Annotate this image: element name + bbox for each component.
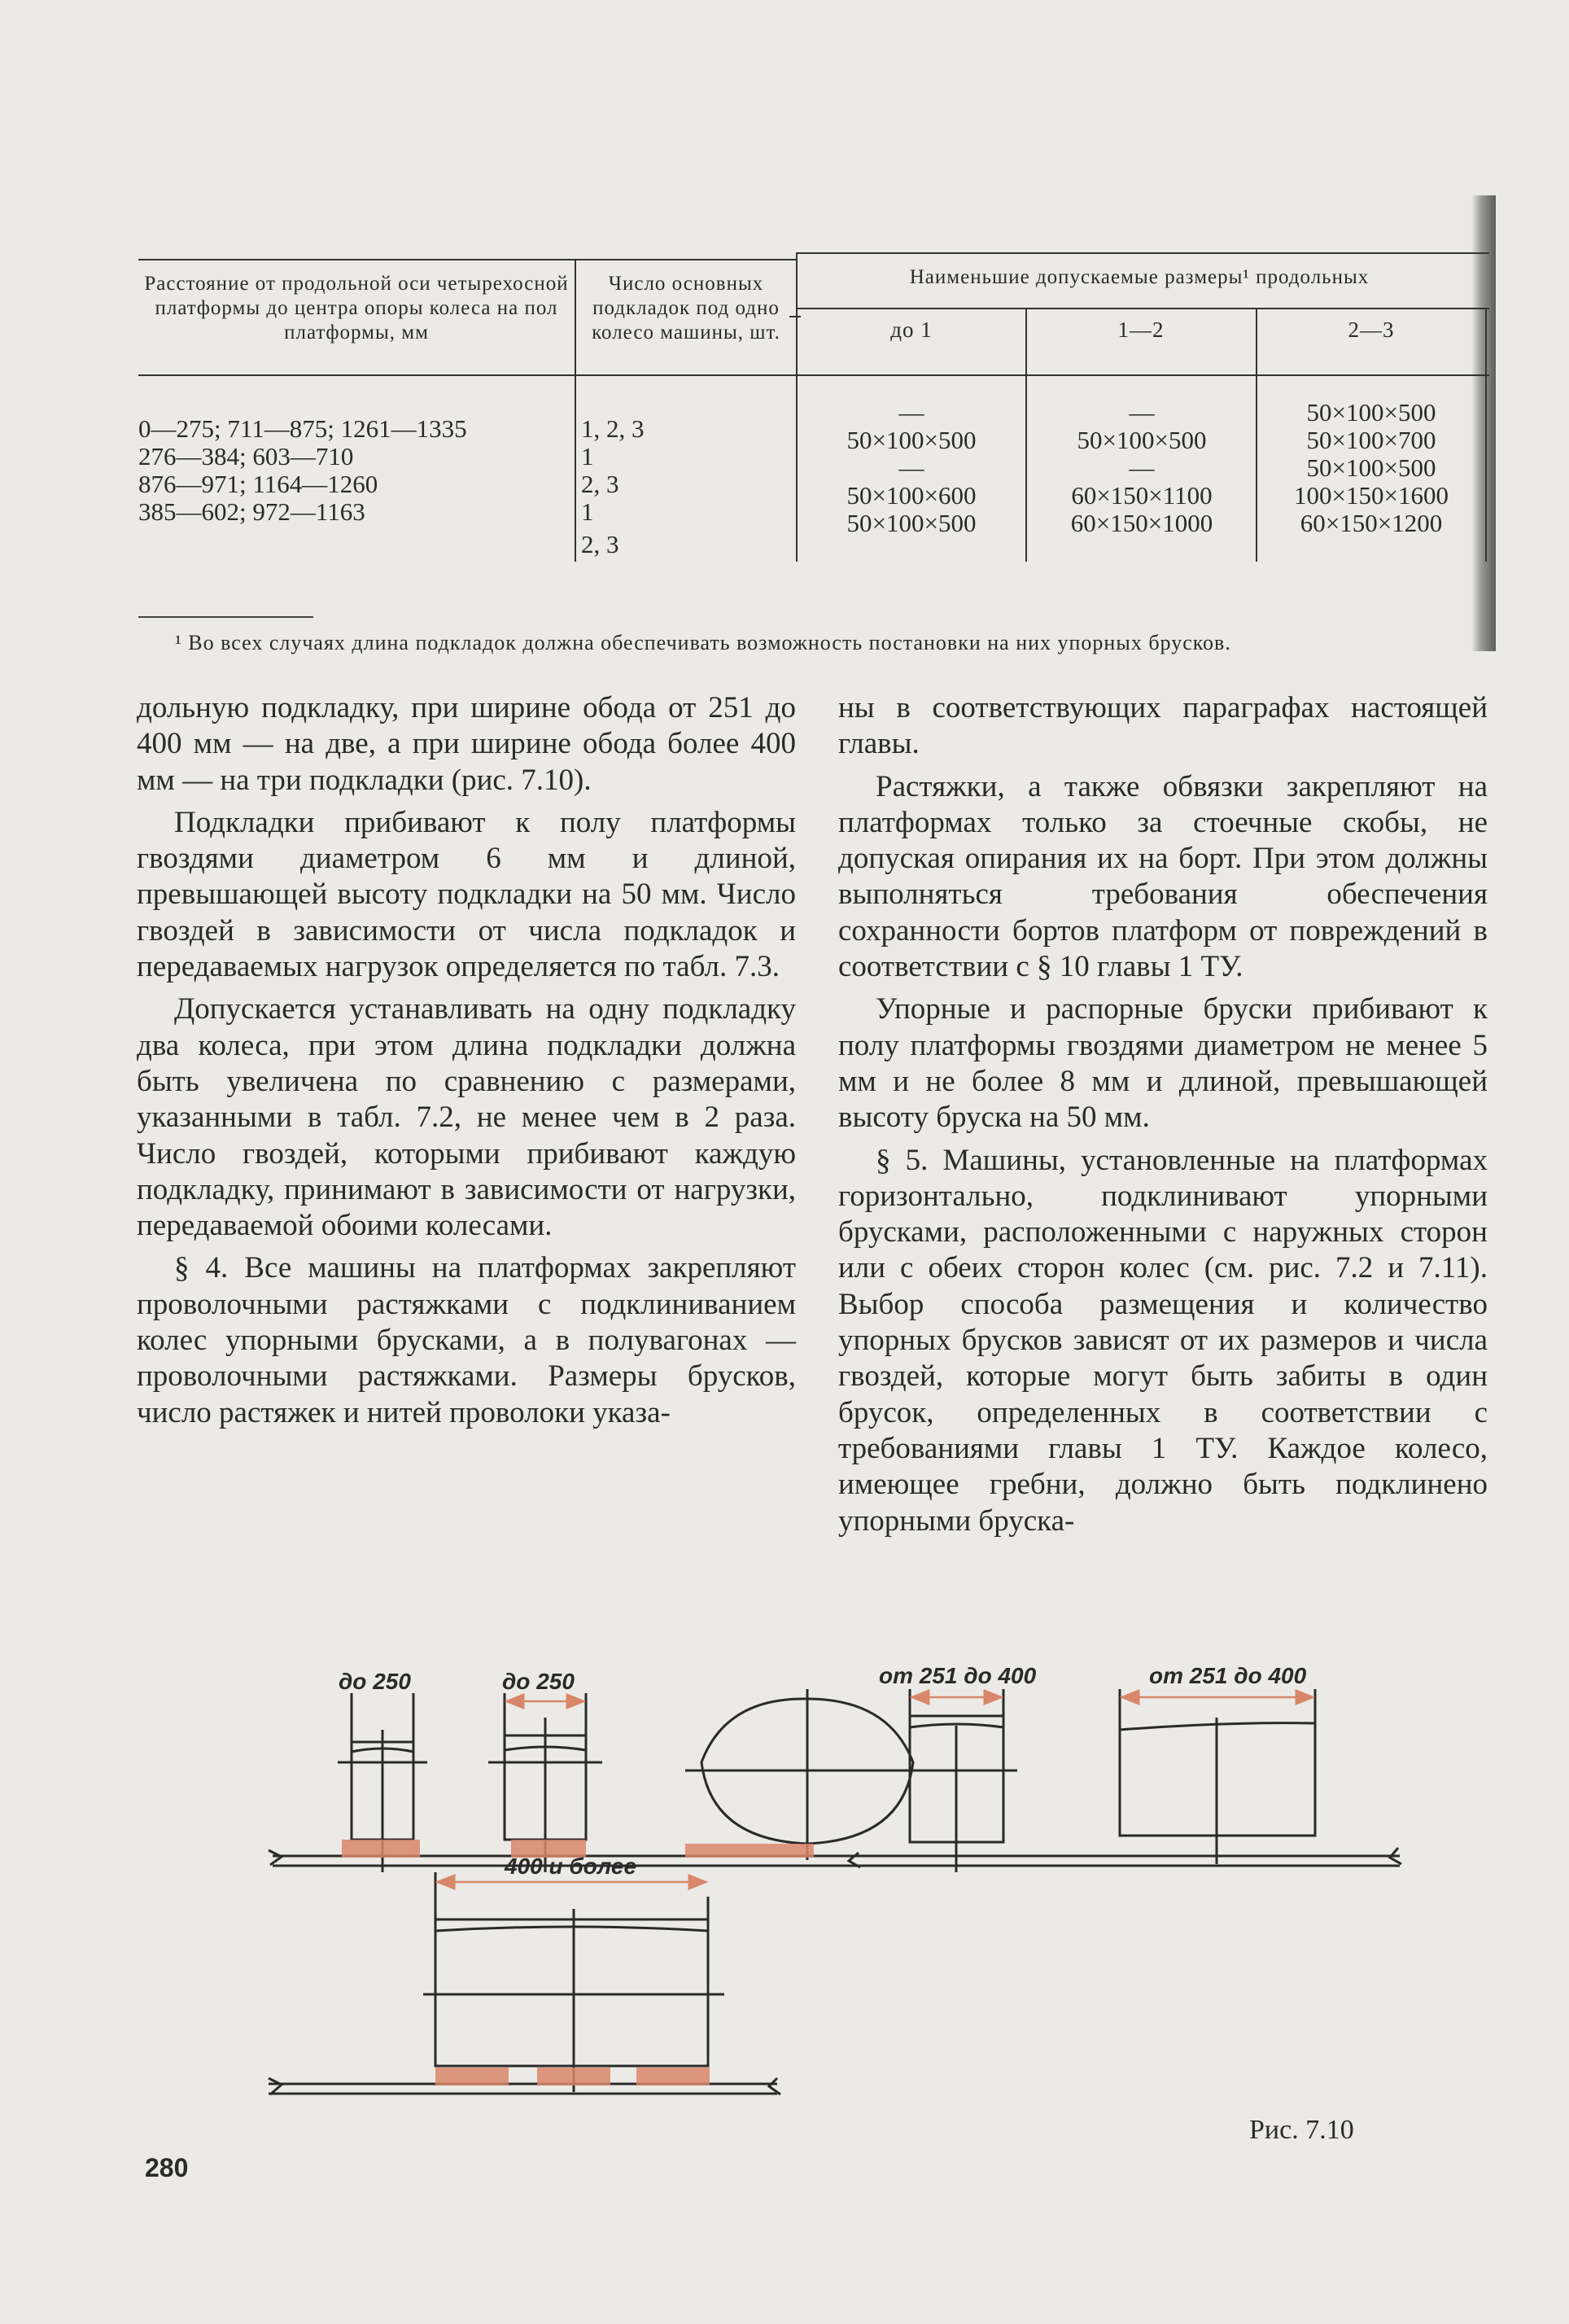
header-sub-3: 2—3 [1348, 317, 1395, 342]
text-column-left [137, 690, 796, 1438]
paragraph: дольную подкладку, при ширине обода от 251 до 400 мм — на две, а при ширине обода более 400 мм — на три подкладки (рис. 7.10). [137, 691, 796, 797]
fig-label: до 250 [502, 1669, 575, 1694]
paragraph: Допускается устанавливать на одну подкладку два колеса, при этом длина подкладки должна быть увеличена по сравнению с размерами, указанными в табл. 7.2, не менее чем в 2 раза. Число гвоздей, которыми прибивают каждую подкладку, принимают в зависимости от нагрузки, передаваемой обоими колесами. [137, 992, 796, 1243]
table-cell: 1 [581, 442, 594, 470]
table-cell: — [898, 398, 924, 427]
table-cell: 60×150×1200 [1300, 509, 1443, 537]
column-size-3 [1259, 399, 1484, 537]
fig-label: 400 и более [505, 1854, 637, 1879]
column-size-2 [1029, 399, 1255, 537]
table-cell: 2, 3 [581, 470, 619, 498]
table-cell: 1 [581, 497, 594, 526]
paragraph: Подкладки прибивают к полу платформы гвоздями диаметром 6 мм и длиной, превышающей высоту подкладки на 50 мм. Число гвоздей в зависимости от числа подкладок и передаваемых нагрузок определяется по табл. 7.3. [137, 805, 796, 984]
table-cell: 50×100×700 [1306, 426, 1436, 454]
header-min-sizes: Наименьшие допускаемые размеры¹ продольных [909, 266, 1370, 288]
table-cell: 50×100×600 [846, 481, 977, 510]
column-size-1 [799, 399, 1024, 537]
table-cell: 50×100×500 [1306, 398, 1436, 427]
table-cell: 50×100×500 [846, 509, 977, 537]
table-cell: 385—602; 972—1163 [138, 497, 365, 526]
wheel-pads-figure [0, 1652, 1569, 2173]
header-distance: Расстояние от продольной оси четырехосной платформы до центра опоры колеса на пол платформы, мм [144, 273, 569, 344]
paragraph: ны в соответствующих параграфах настоящей главы. [838, 691, 1488, 761]
table-cell: 50×100×500 [1077, 426, 1207, 454]
header-pads-count: Число основных подкладок под одно колесо машины, шт. [592, 273, 780, 344]
table-cell: 0—275; 711—875; 1261—1335 [138, 414, 467, 443]
table-cell: 50×100×500 [1306, 453, 1436, 482]
table-cell: — [1129, 453, 1155, 482]
fig-label: от 251 до 400 [879, 1663, 1037, 1688]
fig-label: от 251 до 400 [1149, 1663, 1307, 1688]
column-count [581, 415, 645, 558]
table-cell: 60×150×1100 [1071, 481, 1213, 510]
paragraph: Растяжки, а также обвязки закрепляют на платформах только за стоечные скобы, не допуская опирания их на борт. При этом должны выполняться требования обеспечения сохранности бортов платформ от повреждений в соответствии с § 10 главы 1 ТУ. [838, 769, 1488, 984]
text-column-right [838, 690, 1488, 1546]
header-sub-2: 1—2 [1117, 317, 1165, 342]
table-cell: 60×150×1000 [1070, 509, 1213, 537]
fig-label: до 250 [339, 1669, 411, 1694]
figure-caption: Рис. 7.10 [1249, 2115, 1354, 2145]
table-cell: 50×100×500 [846, 426, 977, 454]
table-footnote: ¹ Во всех случаях длина подкладок должна обеспечивать возможность постановки на них упорных брусков. [175, 631, 1231, 654]
column-distance [138, 415, 467, 526]
footnote-divider [138, 616, 313, 618]
table-cell: 1, 2, 3 [581, 414, 645, 443]
table-cell: 100×150×1600 [1294, 481, 1449, 510]
paragraph: § 4. Все машины на платформах закрепляют проволочными растяжками с подклиниванием колес упорными брусками, а в полувагонах — проволочными растяжками. Размеры брусков, число растяжек и нитей проволоки указа- [137, 1251, 796, 1429]
header-sub-1: до 1 [890, 317, 933, 342]
page-number: 280 [145, 2153, 189, 2182]
paragraph: § 5. Машины, установленные на платформах горизонтально, подклинивают упорными брусками, расположенными с наружных сторон или с обеих сторон колес (см. рис. 7.2 и 7.11). Выбор способа размещения и количество упорных брусков зависят от их размеров и числа гвоздей, которые могут быть забиты в один брусок, определенных в соответствии с требованиями главы 1 ТУ. Каждое колесо, имеющее гребни, должно быть подклинено упорными бруска- [838, 1143, 1488, 1538]
table-cell: 876—971; 1164—1260 [138, 470, 378, 498]
paragraph: Упорные и распорные бруски прибивают к полу платформы гвоздями диаметром не менее 5 мм и не более 8 мм и длиной, превышающей высоту бруска на 50 мм. [838, 992, 1488, 1135]
table-cell: — [1129, 398, 1155, 427]
pad-size-table [138, 259, 1489, 562]
table-cell: 276—384; 603—710 [138, 442, 354, 470]
table-cell: 2, 3 [581, 530, 619, 558]
table-cell: — [898, 453, 924, 482]
